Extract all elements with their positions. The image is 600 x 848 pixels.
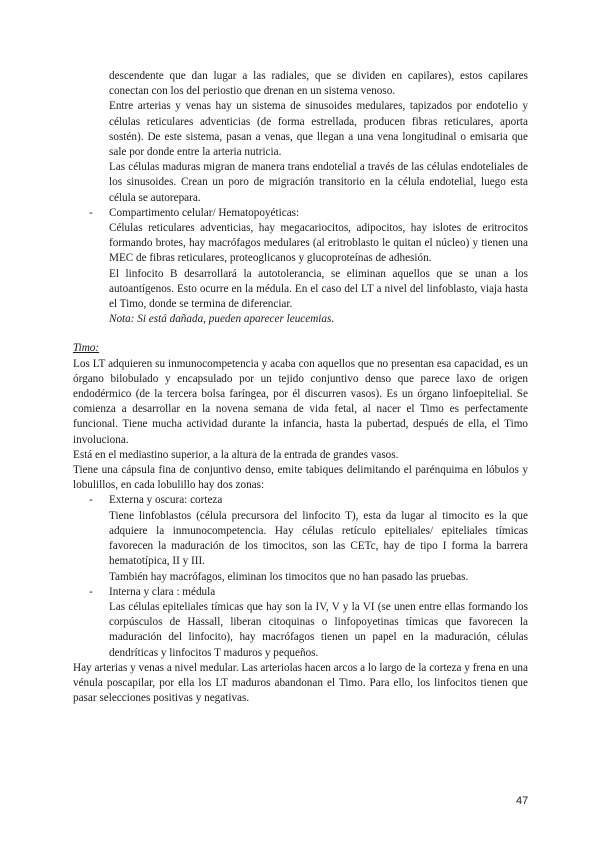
paragraph-celulas-reticulares: Células reticulares adventicias, hay megacariocitos, adipocitos, hay islotes de eritrocitos formando brotes, hay macrófagos medulares (al eritroblasto le quitan el núcleo) y tienen una MEC de fibras reticulares, proteoglicanos y glucoproteínas de adhesión.: [109, 222, 528, 265]
dash-marker: -: [89, 206, 93, 219]
paragraph-sinusoides: Entre arterias y venas hay un sistema de sinusoides medulares, tapizados por endotelio y células reticulares adventicias (de forma estrellada, producen fibras reticulares, aporta sostén). De este sistema, pasan a venas, que llegan a una vena longitudinal o emisaria que sale por donde entre la arteria nutricia.: [109, 100, 528, 159]
paragraph-macrofagos: También hay macrófagos, eliminan los timocitos que no han pasado las pruebas.: [109, 570, 469, 583]
paragraph-arterias-venas: Hay arterias y venas a nivel medular. Las arteriolas hacen arcos a lo largo de la corteza y frena en una vénula poscapilar, por ella los LT maduros abandonan el Timo. Para ello, los linfocitos tienen que pasar selecciones positivas y negativas.: [73, 661, 528, 705]
dash-marker: -: [89, 494, 93, 507]
paragraph-capilares: descendente que dan lugar a las radiales, que se dividen en capilares), estos capilares conectan con los del periostio que drenan en un sistema venoso.: [109, 70, 528, 98]
page-content: [73, 69, 528, 706]
paragraph-medula: Las células epiteliales tímicas que hay son la IV, V y la VI (se unen entre ellas formando los corpúsculos de Hassall, liberan citoquinas o linfopoyetinas tímicas que favorecen la maduración del linfocito), hay macrófagos tienen un papel en la maduración, células dendríticas y linfocitos T maduros y pequeños.: [109, 600, 528, 659]
paragraph-timo-ubicacion: Está en el mediastino superior, a la altura de la entrada de grandes vasos.: [73, 448, 399, 461]
bullet-corteza: [89, 493, 528, 508]
paragraph-corteza: Tiene linfoblastos (célula precursora del linfocito T), esta da lugar al timocito es la que adquiere la inmunocompetencia. Hay células retículo epiteliales/ epiteliales tímicas favorecen la maduración de los timocitos, son las CETc, hay de tipo I forma la barrera hematotípica, II y III.: [109, 509, 528, 568]
dash-marker: -: [89, 585, 93, 598]
note-leucemias: Nota: Si está dañada, pueden aparecer leucemias.: [109, 313, 335, 326]
bullet-compartimento-title: Compartimento celular/ Hematopoyéticas:: [109, 206, 300, 219]
paragraph-timo-intro: Los LT adquieren su inmunocompetencia y acaba con aquellos que no presentan esa capacidad, es un órgano bilobulado y encapsulado por un tejido conjuntivo denso que parece laxo de origen endodérmico (de la tercera bolsa faríngea, por él discurren vasos). Es un órgano linfoepitelial. Se comienza a desarrollar en la novena semana de vida fetal, al nacer el Timo es perfectamente funcional. Tiene mucha actividad durante la infancia, hasta la pubertad, después de ella, el Timo involuciona.: [73, 357, 528, 446]
paragraph-migracion: Las células maduras migran de manera trans endotelial a través de las células endoteliales de los sinusoides. Crean un poro de migración transitorio en la célula endotelial, luego esta célula se autorepara.: [109, 161, 528, 204]
page-number: 47: [516, 795, 529, 807]
section-heading-timo: Timo:: [73, 342, 100, 355]
bullet-corteza-title: Externa y oscura: corteza: [109, 494, 223, 507]
bullet-medula: [89, 585, 528, 600]
paragraph-linfocito-b: El linfocito B desarrollará la autotolerancia, se eliminan aquellos que se unan a los autoantígenos. Esto ocurre en la médula. En el caso del LT a nivel del linfoblasto, viaja hasta el Timo, donde se termina de diferenciar.: [109, 267, 528, 311]
bullet-medula-title: Interna y clara : médula: [109, 585, 216, 598]
bullet-compartimento: [89, 206, 528, 221]
paragraph-timo-capsula: Tiene una cápsula fina de conjuntivo denso, emite tabiques delimitando el parénquima en lóbulos y lobulillos, en cada lobulillo hay dos zonas:: [73, 464, 528, 492]
